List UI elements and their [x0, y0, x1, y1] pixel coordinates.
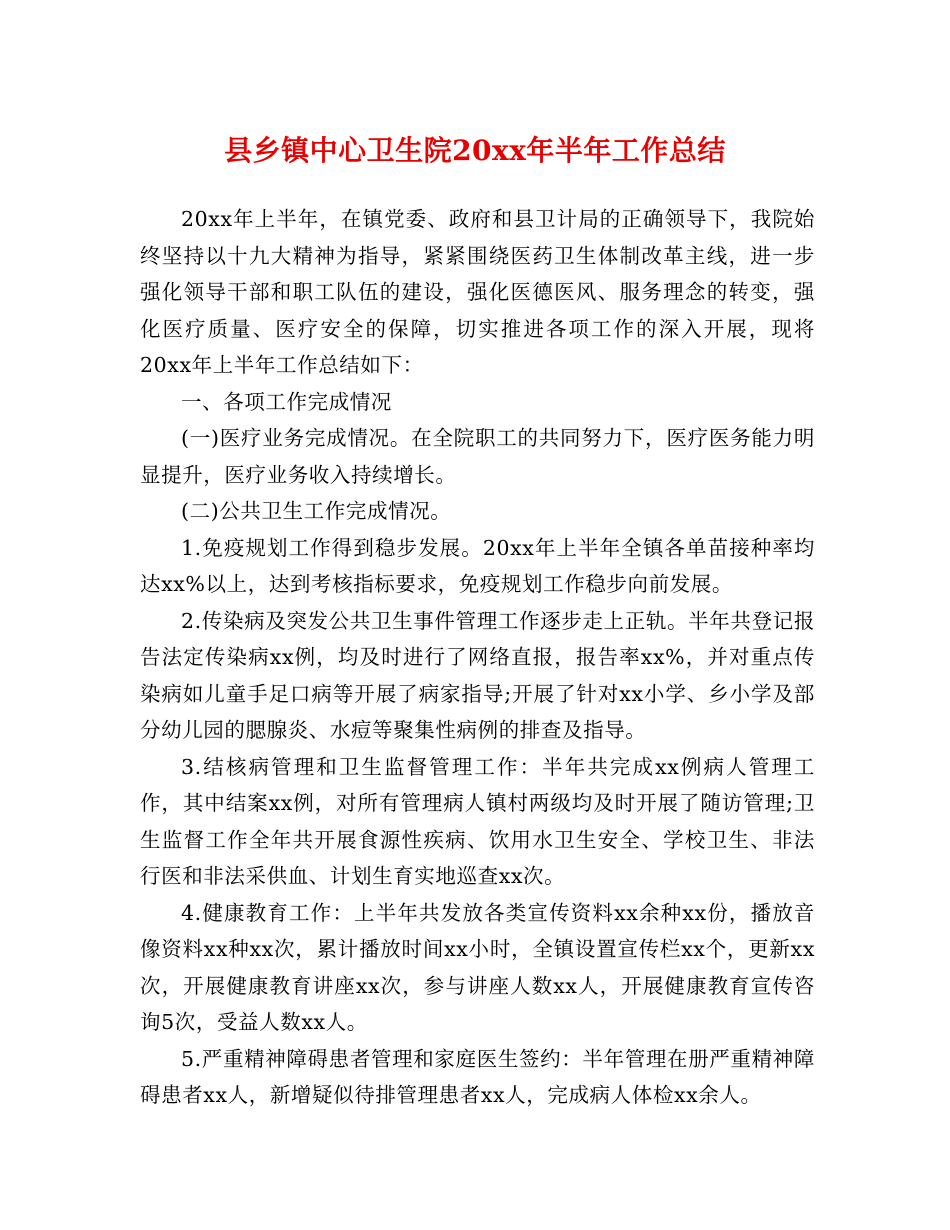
intro-paragraph: 20xx年上半年，在镇党委、政府和县卫计局的正确领导下，我院始终坚持以十九大精神为指导，紧紧围绕医药卫生体制改革主线，进一步强化领导干部和职工队伍的建设，强化医德医风、服务理念的转变，强化医疗质量、医疗安全的保障，切实推进各项工作的深入开展，现将20xx年上半年工作总结如下：	[140, 207, 815, 377]
subsection-medical-business: (一)医疗业务完成情况。在全院职工的共同努力下，医疗医务能力明显提升，医疗业务收入持续增长。	[140, 426, 815, 487]
item-tuberculosis-supervision: 3.结核病管理和卫生监督管理工作：半年共完成xx例病人管理工作，其中结案xx例，对所有管理病人镇村两级均及时开展了随访管理;卫生监督工作全年共开展食源性疾病、饮用水卫生安全、学校卫生、非法行医和非法采供血、计划生育实地巡查xx次。	[140, 754, 815, 888]
item-infectious-disease: 2.传染病及突发公共卫生事件管理工作逐步走上正轨。半年共登记报告法定传染病xx例，均及时进行了网络直报，报告率xx%，并对重点传染病如儿童手足口病等开展了病家指导;开展了针对xx小学、乡小学及部分幼儿园的腮腺炎、水痘等聚集性病例的排查及指导。	[140, 608, 815, 742]
item-mental-health-family-doctor: 5.严重精神障碍患者管理和家庭医生签约：半年管理在册严重精神障碍患者xx人，新增疑似待排管理患者xx人，完成病人体检xx余人。	[140, 1046, 815, 1107]
document-body	[140, 201, 815, 1114]
item-health-education: 4.健康教育工作：上半年共发放各类宣传资料xx余种xx份，播放音像资料xx种xx次，累计播放时间xx小时，全镇设置宣传栏xx个，更新xx次，开展健康教育讲座xx次，参与讲座人数xx人，开展健康教育宣传咨询5次，受益人数xx人。	[140, 900, 815, 1034]
document-title: 县乡镇中心卫生院20xx年半年工作总结	[224, 134, 726, 167]
subsection-public-health: (二)公共卫生工作完成情况。	[181, 499, 452, 523]
item-immunization: 1.免疫规划工作得到稳步发展。20xx年上半年全镇各单苗接种率均达xx%以上，达到考核指标要求，免疫规划工作稳步向前发展。	[140, 535, 815, 596]
section-heading-1: 一、各项工作完成情况	[181, 389, 392, 414]
